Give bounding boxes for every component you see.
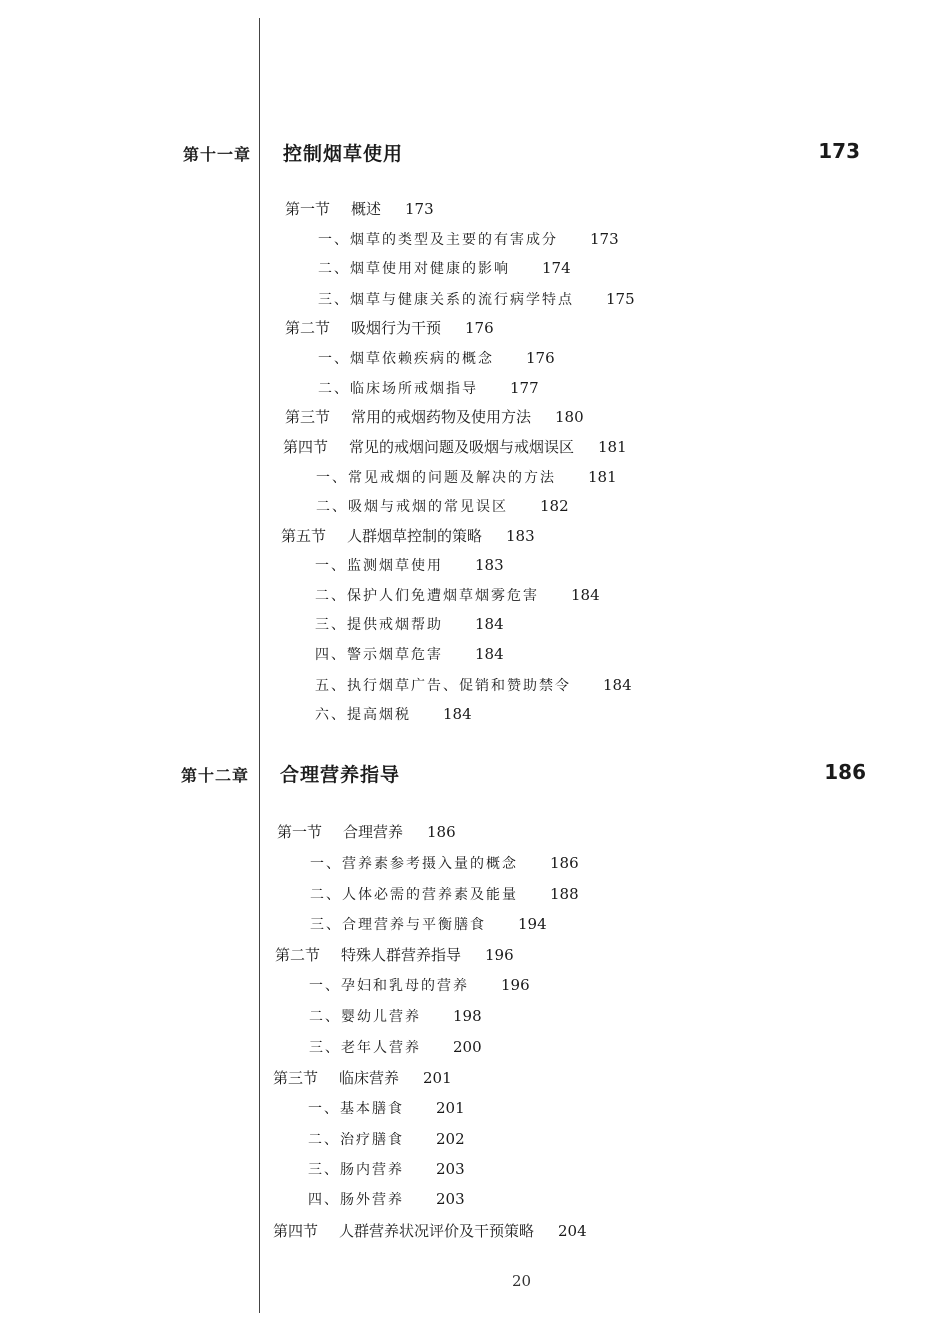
item-text: 二、人体必需的营养素及能量 bbox=[310, 887, 518, 903]
item-text: 五、执行烟草广告、促销和赞助禁令 bbox=[315, 678, 571, 694]
item-text: 一、烟草的类型及主要的有害成分 bbox=[318, 232, 558, 248]
toc-item bbox=[315, 555, 504, 575]
item-page: 175 bbox=[606, 290, 635, 308]
toc-item bbox=[316, 467, 617, 487]
section-number: 第五节 bbox=[281, 527, 327, 545]
chapter-title: 合理营养指导 bbox=[280, 764, 401, 786]
toc-section bbox=[285, 198, 434, 219]
chapter-page: 173 bbox=[818, 139, 860, 163]
section-title: 吸烟行为干预 bbox=[351, 319, 442, 337]
item-page: 202 bbox=[436, 1130, 465, 1148]
item-text: 一、孕妇和乳母的营养 bbox=[309, 978, 469, 994]
item-page: 183 bbox=[475, 556, 504, 574]
section-number: 第三节 bbox=[273, 1069, 319, 1087]
item-text: 二、保护人们免遭烟草烟雾危害 bbox=[315, 588, 539, 604]
item-text: 一、监测烟草使用 bbox=[315, 558, 443, 574]
section-number: 第三节 bbox=[285, 408, 331, 426]
section-page: 180 bbox=[555, 408, 584, 426]
item-page: 184 bbox=[475, 645, 504, 663]
section-number: 第二节 bbox=[285, 319, 331, 337]
section-title: 临床营养 bbox=[339, 1069, 400, 1087]
toc-item bbox=[315, 644, 504, 664]
page-number: 20 bbox=[512, 1272, 532, 1290]
section-page: 201 bbox=[423, 1069, 452, 1087]
item-page: 184 bbox=[603, 676, 632, 694]
section-title: 常见的戒烟问题及吸烟与戒烟误区 bbox=[349, 438, 575, 456]
section-title: 合理营养 bbox=[343, 823, 404, 841]
toc-item bbox=[318, 289, 635, 309]
section-page: 176 bbox=[465, 319, 494, 337]
item-page: 184 bbox=[475, 615, 504, 633]
section-number: 第四节 bbox=[273, 1222, 319, 1240]
item-text: 三、提供戒烟帮助 bbox=[315, 617, 443, 633]
toc-item bbox=[318, 378, 539, 398]
section-title: 人群营养状况评价及干预策略 bbox=[339, 1222, 535, 1240]
item-text: 三、烟草与健康关系的流行病学特点 bbox=[318, 292, 574, 308]
toc-section bbox=[285, 406, 584, 427]
chapter-page: 186 bbox=[824, 760, 866, 784]
section-number: 第一节 bbox=[277, 823, 323, 841]
toc-section bbox=[273, 1220, 587, 1241]
toc-item bbox=[315, 675, 632, 695]
section-page: 204 bbox=[558, 1222, 587, 1240]
toc-section bbox=[275, 944, 514, 965]
toc-item bbox=[318, 229, 619, 249]
section-number: 第四节 bbox=[283, 438, 329, 456]
item-page: 203 bbox=[436, 1190, 465, 1208]
section-number: 第一节 bbox=[285, 200, 331, 218]
item-page: 203 bbox=[436, 1160, 465, 1178]
item-page: 182 bbox=[540, 497, 569, 515]
toc-section bbox=[273, 1067, 452, 1088]
item-text: 三、老年人营养 bbox=[309, 1040, 421, 1056]
chapter-label: 第十一章 bbox=[183, 145, 252, 164]
toc-item bbox=[318, 258, 571, 278]
section-page: 186 bbox=[427, 823, 456, 841]
toc-section bbox=[277, 821, 456, 842]
item-page: 184 bbox=[571, 586, 600, 604]
toc-item bbox=[315, 704, 472, 724]
toc-item bbox=[316, 496, 569, 516]
section-title: 常用的戒烟药物及使用方法 bbox=[351, 408, 532, 426]
item-text: 二、吸烟与戒烟的常见误区 bbox=[316, 499, 508, 515]
toc-item bbox=[318, 348, 555, 368]
toc-item bbox=[308, 1159, 465, 1179]
toc-item bbox=[315, 585, 600, 605]
item-page: 201 bbox=[436, 1099, 465, 1117]
item-text: 六、提高烟税 bbox=[315, 707, 411, 723]
item-page: 186 bbox=[550, 854, 579, 872]
section-title: 概述 bbox=[351, 200, 382, 218]
item-page: 181 bbox=[588, 468, 617, 486]
item-text: 一、烟草依赖疾病的概念 bbox=[318, 351, 494, 367]
toc-section bbox=[281, 525, 535, 546]
toc-item bbox=[308, 1189, 465, 1209]
toc-item bbox=[308, 1129, 465, 1149]
item-page: 174 bbox=[542, 259, 571, 277]
item-text: 三、肠内营养 bbox=[308, 1162, 404, 1178]
section-page: 173 bbox=[405, 200, 434, 218]
section-page: 183 bbox=[506, 527, 535, 545]
item-text: 二、烟草使用对健康的影响 bbox=[318, 261, 510, 277]
toc-item bbox=[310, 853, 579, 873]
item-text: 二、婴幼儿营养 bbox=[309, 1009, 421, 1025]
item-page: 184 bbox=[443, 705, 472, 723]
item-text: 一、营养素参考摄入量的概念 bbox=[310, 856, 518, 872]
item-page: 200 bbox=[453, 1038, 482, 1056]
item-page: 198 bbox=[453, 1007, 482, 1025]
item-page: 176 bbox=[526, 349, 555, 367]
chapter-title: 控制烟草使用 bbox=[283, 143, 404, 165]
toc-item bbox=[310, 914, 547, 934]
item-text: 二、临床场所戒烟指导 bbox=[318, 381, 478, 397]
toc-item bbox=[310, 884, 579, 904]
chapter-label: 第十二章 bbox=[181, 766, 250, 785]
toc-section bbox=[283, 436, 627, 457]
item-text: 四、警示烟草危害 bbox=[315, 647, 443, 663]
item-text: 四、肠外营养 bbox=[308, 1192, 404, 1208]
toc-item bbox=[309, 1037, 482, 1057]
item-page: 188 bbox=[550, 885, 579, 903]
item-page: 173 bbox=[590, 230, 619, 248]
item-text: 一、常见戒烟的问题及解决的方法 bbox=[316, 470, 556, 486]
toc-item bbox=[309, 975, 530, 995]
section-number: 第二节 bbox=[275, 946, 321, 964]
toc-item bbox=[315, 614, 504, 634]
section-title: 特殊人群营养指导 bbox=[341, 946, 462, 964]
item-text: 二、治疗膳食 bbox=[308, 1132, 404, 1148]
margin-rule bbox=[259, 18, 260, 1313]
toc-item bbox=[309, 1006, 482, 1026]
toc-section bbox=[285, 317, 494, 338]
item-text: 三、合理营养与平衡膳食 bbox=[310, 917, 486, 933]
item-page: 194 bbox=[518, 915, 547, 933]
item-page: 196 bbox=[501, 976, 530, 994]
section-page: 196 bbox=[485, 946, 514, 964]
section-title: 人群烟草控制的策略 bbox=[347, 527, 483, 545]
item-page: 177 bbox=[510, 379, 539, 397]
item-text: 一、基本膳食 bbox=[308, 1101, 404, 1117]
section-page: 181 bbox=[598, 438, 627, 456]
toc-item bbox=[308, 1098, 465, 1118]
